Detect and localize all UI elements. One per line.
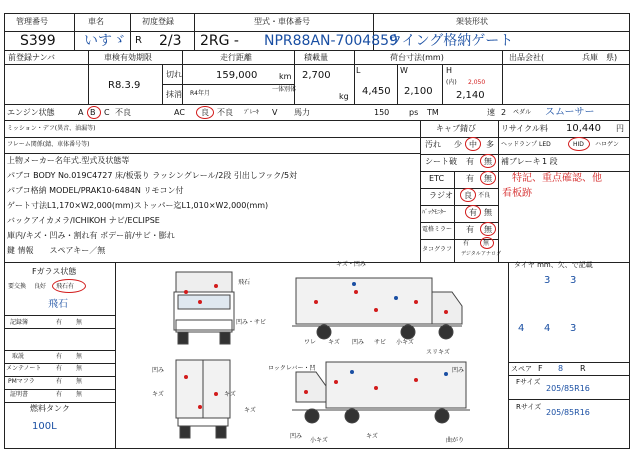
glass-chip: 飛石有 xyxy=(56,283,75,290)
cert-no: 無 xyxy=(76,391,83,398)
headlamp-hid: HID xyxy=(573,141,584,148)
mission-diff-label: ミッション・デフ(異音、油漏等) xyxy=(7,125,96,132)
key-info: 鍵 情報 スペアキー／無 xyxy=(7,246,106,255)
truck-front-view xyxy=(174,272,234,344)
ac-bad: 不良 xyxy=(217,108,233,117)
inspection-date: R8.3.9 xyxy=(108,80,141,91)
recycle-label: リサイクル料 xyxy=(501,124,548,133)
etc-selected-circle xyxy=(480,171,496,185)
seller-label: 出品会社( xyxy=(509,53,545,62)
maker-name: いすゞ xyxy=(84,33,126,49)
expired-label: 切れ xyxy=(166,70,182,79)
tm-label: TM xyxy=(427,108,439,117)
length-value: 4,450 xyxy=(362,86,391,97)
tire-title: タイヤ mm、欠、で記載 xyxy=(514,261,593,269)
inner-label: (内) xyxy=(446,79,457,86)
ac-label: AC xyxy=(174,108,185,117)
rear-tire-3: 3 xyxy=(570,323,577,334)
grade-a: A xyxy=(78,108,84,117)
maker-label: 車名 xyxy=(88,17,104,26)
f-size-value: 205/85R16 xyxy=(546,384,590,393)
engine-label: エンジン状態 xyxy=(7,108,55,117)
note-dent-rust: 凹み・サビ xyxy=(236,319,267,326)
radio-bad: 不良 xyxy=(478,192,491,199)
brake-value: V xyxy=(272,108,278,117)
front-left-tire: 3 xyxy=(544,275,551,286)
frame-label: フレーム関係(錆、車体番号等) xyxy=(7,141,90,148)
seller-prefecture: 兵庫 県) xyxy=(582,53,618,62)
middle-block xyxy=(4,121,630,263)
era-month: R4年月 xyxy=(190,90,210,97)
mirror-selected-circle xyxy=(480,222,496,236)
etc-yes: 有 xyxy=(466,174,474,183)
radio-good: 良 xyxy=(464,191,472,200)
first-reg-label: 初度登録 xyxy=(142,17,174,26)
note-scratch-4: キズ xyxy=(244,407,256,414)
brake-label: ﾌﾞﾚｰｷ xyxy=(244,109,260,116)
body-note-3: ゲート寸法L1,170×W2,000(mm)ストッパー迄L1,010×W2,000(mm) xyxy=(7,201,269,210)
headlamp-led: LED xyxy=(539,141,551,148)
serial-number: NPR88AN-7004859 xyxy=(264,33,398,49)
glass-selected-circle xyxy=(52,279,86,293)
length-label: L xyxy=(356,66,361,75)
cert-yes: 有 xyxy=(56,391,63,398)
taco-digital: デジタル xyxy=(461,251,481,257)
note-dent-scratch: キズ・凹み xyxy=(336,261,366,268)
engine-row xyxy=(4,105,630,121)
grade-b: B xyxy=(90,108,96,117)
load-unit: kg xyxy=(339,92,349,101)
record-yes: 有 xyxy=(56,319,63,326)
etc-no: 無 xyxy=(484,174,492,183)
headlamp-selected-circle xyxy=(568,137,590,151)
dirt-many: 多 xyxy=(486,140,494,149)
mileage-value: 159,000 xyxy=(216,70,258,81)
note-scratch-2: キズ xyxy=(152,391,164,398)
manual-no: 無 xyxy=(76,353,83,360)
spare-label: スペア xyxy=(511,365,532,373)
load-value: 2,700 xyxy=(302,70,331,81)
tire-panel xyxy=(508,262,630,449)
electric-mirror-label: 電格ミラー xyxy=(422,226,453,233)
speed-label: 速 xyxy=(487,108,495,117)
cab-rust-label: キャブ錆び xyxy=(436,124,476,133)
seat-yes: 有 xyxy=(466,157,474,166)
body-note-2: パブコ格納 MODEL/PRAK10-6484N リモコン付 xyxy=(7,186,184,195)
fuel-tank-label: 燃料タンク xyxy=(30,404,70,413)
front-right-tire: 3 xyxy=(570,275,577,286)
dirt-label: 汚れ xyxy=(425,140,441,149)
backmon-selected-circle xyxy=(465,205,481,219)
note-dent-1: 凹み xyxy=(352,339,365,346)
grade-selected-circle xyxy=(87,106,101,119)
seat-selected-circle xyxy=(480,154,496,168)
body-maker-label: 上物メーカー名年式.型式及状態等 xyxy=(7,156,130,165)
dirt-few: 少 xyxy=(454,140,462,149)
speed-value: 2 xyxy=(501,108,507,117)
truck-side-view-lower xyxy=(292,362,470,423)
note-dent-3: 凹み xyxy=(452,367,465,374)
note-scratch-1: キズ xyxy=(328,339,340,346)
taco-no: 無 xyxy=(483,240,490,247)
mgmt-no-label: 管理番号 xyxy=(16,17,48,26)
maint-note-label: メンテノート xyxy=(6,365,42,372)
note-scratch-5: キズ xyxy=(366,433,378,440)
taco-yes: 有 xyxy=(463,240,470,247)
body-note-4: バックアイカメラ/ICHIKOH ナビ/ECLIPSE xyxy=(7,216,160,225)
body-shape-label: 架装形状 xyxy=(456,17,488,26)
width-label: W xyxy=(400,66,408,75)
bottom-left-panel xyxy=(4,262,116,449)
aux-brake-label: 補ブレーキ xyxy=(501,157,541,166)
pm-yes: 有 xyxy=(56,378,63,385)
rear-tire-1: 4 xyxy=(518,323,525,334)
model-code: 2RG - xyxy=(200,33,239,49)
mileage-label: 走行距離 xyxy=(220,53,252,62)
body-shape: ウイング格納ゲート xyxy=(388,33,514,49)
spare-f-value: 8 xyxy=(558,364,564,373)
rear-tire-2: 4 xyxy=(544,323,551,334)
maint-no: 無 xyxy=(76,365,83,372)
cargo-dimension-label: 荷台寸法(mm) xyxy=(390,53,444,62)
note-dent-2: 凹み xyxy=(152,367,165,374)
aux-brake-value: 1 段 xyxy=(542,157,558,166)
backmon-no: 無 xyxy=(484,208,492,217)
note-dent-4: 凹み xyxy=(290,433,303,440)
erased-label: 抹消 xyxy=(166,90,182,99)
pm-muffler-label: PMマフラ xyxy=(8,378,35,385)
row-inspection-mileage xyxy=(4,51,630,105)
hp-unit: ps xyxy=(409,108,419,117)
manual-label: 取説 xyxy=(12,353,25,360)
spare-r-label: R xyxy=(580,364,586,373)
ac-selected-circle xyxy=(196,106,214,119)
body-note-1: パブコ BODY No.019C4727 床/板張り ラッシングレール/2段 引出しフック/5対 xyxy=(7,171,298,180)
prev-plate-label: 前登録ナンバ xyxy=(8,53,56,62)
height-value: 2,140 xyxy=(456,90,485,101)
truck-diagram-area xyxy=(116,262,508,449)
f-size-label: Fサイズ xyxy=(516,378,541,386)
glass-replace: 要交換 xyxy=(8,283,27,290)
mirror-yes: 有 xyxy=(466,225,474,234)
glass-label: Fガラス状態 xyxy=(32,267,77,276)
record-book-label: 記録簿 xyxy=(10,319,29,326)
pedal-label: ペダル xyxy=(513,109,532,116)
spare-f-label: F xyxy=(538,364,543,373)
note-scratch-3: キズ xyxy=(224,391,236,398)
recycle-fee: 10,440 xyxy=(566,123,601,134)
inner-height: 2,050 xyxy=(468,79,486,86)
body-note-5: 庫内/キズ・凹み・割れ有 ボデー前/サビ・膨れ xyxy=(7,231,175,240)
width-value: 2,100 xyxy=(404,86,433,97)
first-registration: 2/3 xyxy=(159,33,182,49)
grade-c: C xyxy=(104,108,110,117)
taco-analog: アナログ xyxy=(481,251,502,257)
recycle-unit: 円 xyxy=(616,124,624,133)
taco-selected-circle xyxy=(480,237,494,249)
hp-value: 150 xyxy=(374,108,390,117)
backmon-yes: 有 xyxy=(469,208,477,217)
radio-selected-circle xyxy=(460,188,476,202)
glass-note: 飛石 xyxy=(48,299,68,310)
back-monitor-label: ﾊﾞｯｸﾓﾆﾀｰ xyxy=(422,209,447,216)
headlamp-label: ヘッドランプ xyxy=(501,141,538,148)
truck-rear-view xyxy=(176,360,230,438)
management-number: S399 xyxy=(20,33,56,49)
note-chip: 飛石 xyxy=(238,279,251,286)
tachograph-label: タコグラフ xyxy=(422,246,453,253)
r-size-value: 205/85R16 xyxy=(546,408,590,417)
header-row xyxy=(4,13,630,51)
special-note: 看板跡 xyxy=(502,188,532,199)
headlamp-halogen: ハロゲン xyxy=(595,141,619,148)
model-serial-label: 型式・車体番号 xyxy=(254,17,310,26)
fuel-tank-value: 100L xyxy=(32,421,57,432)
seat-no: 無 xyxy=(484,157,492,166)
note-crack: ワレ xyxy=(304,339,317,346)
dirt-selected-circle xyxy=(465,137,481,151)
seat-tear-label: シート破 xyxy=(425,157,457,166)
era: R xyxy=(135,35,142,46)
special-notes-title: 特記、重点確認、他 xyxy=(512,173,602,184)
pm-no: 無 xyxy=(76,378,83,385)
load-capacity-label: 積載量 xyxy=(304,53,328,62)
manual-yes: 有 xyxy=(56,353,63,360)
mirror-no: 無 xyxy=(484,225,492,234)
maint-yes: 有 xyxy=(56,365,63,372)
height-label: H xyxy=(446,66,453,75)
ac-good: 良 xyxy=(201,108,209,117)
note-scuff: スリキズ xyxy=(426,349,450,356)
note-small-scratch-2: 小キズ xyxy=(310,437,328,444)
integrated-separate: 一体別体 xyxy=(272,86,297,93)
note-rust: サビ xyxy=(374,339,387,346)
dirt-mid: 中 xyxy=(469,140,477,149)
note-lock-lever: ロックレバー・凹 xyxy=(268,365,316,372)
certificate-label: 証明書 xyxy=(10,391,29,398)
record-no: 無 xyxy=(76,319,83,326)
mileage-unit: km xyxy=(279,72,292,81)
pedal-value: スムーサー xyxy=(545,107,595,118)
inspection-expiry-label: 車検有効期限 xyxy=(104,53,152,62)
engine-bad: 不良 xyxy=(115,108,131,117)
note-small-scratch-1: 小キズ xyxy=(396,339,414,346)
glass-good: 良好 xyxy=(34,283,47,290)
radio-label: ラジオ xyxy=(429,191,453,200)
hp-label: 馬力 xyxy=(294,108,310,117)
etc-label: ETC xyxy=(429,174,445,183)
r-size-label: Rサイズ xyxy=(516,403,542,411)
note-bent: 曲がり xyxy=(446,437,465,444)
